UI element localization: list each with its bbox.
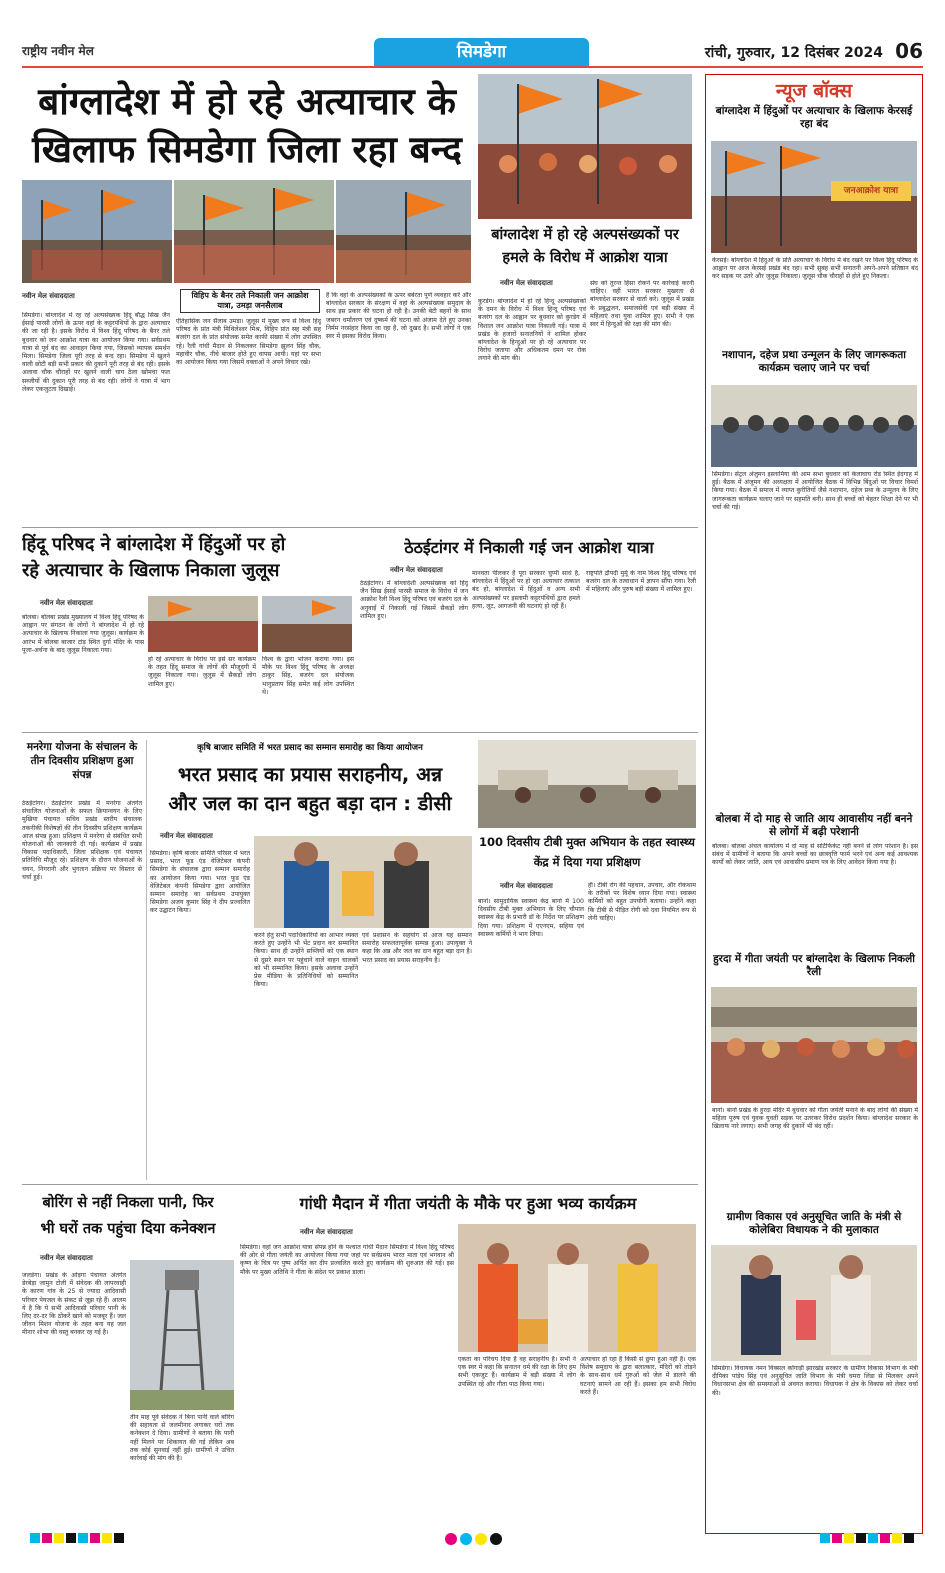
kurdeg-body-col2: संघ को तुरन्त हिंसा रोकने पर कार्रवाई करनी चाहिए। वहीं भारत सरकार मुखरता से बांग्लादेश सरकार से वार्ता करे। जुलूस में प्रखंड के प्रबुद्धजन, समाजसेवी एवं बड़ी संख्या में महिलाएं तथा युवा शामिल हुए। सभी ने एक स्वर में हिन्दुओं की रक्षा की मांग की। bbox=[590, 280, 694, 329]
color-registration-strip-left bbox=[30, 1533, 124, 1543]
tb-photo bbox=[478, 740, 696, 828]
boring-body-col2: तीन माह पूर्व संवेदक ने बिना पानी वाले बोरिंग की सहायता से जलमीनार लगाकर घरों तक कनेक्शन दे दिया। ग्रामीणों ने बताया कि पानी नहीं मिलने पर शिकायत की गई लेकिन अब तक कोई सुनवाई नहीं हुई। ग्रामीणों ने उचित कार्रवाई की मांग की है। bbox=[130, 1414, 234, 1463]
boring-headline-line2: भी घरों तक पहुंचा दिया कनेक्शन bbox=[40, 1221, 216, 1237]
newsbox-item5-headline: ग्रामीण विकास एवं अनुसूचित जाति के मंत्री से कोलेबिरा विधायक ने की मुलाकात bbox=[726, 1211, 902, 1236]
newsbox-item4-photo bbox=[711, 987, 917, 1103]
bolba-headline bbox=[22, 532, 352, 588]
boring-headline-line1: बोरिंग से नहीं निकला पानी, फिर bbox=[42, 1195, 214, 1211]
dc-photo bbox=[254, 836, 472, 928]
kurdeg-photo bbox=[478, 74, 692, 219]
bolba-photo-1 bbox=[148, 596, 258, 652]
dateline: रांची, गुरुवार, 12 दिसंबर 2024 bbox=[704, 45, 883, 61]
manrega-body: ठेठईटांगर। ठेठईटांगर प्रखंड में मनरेगा अंतर्गत संचालित योजनाओं के सफल क्रियान्वयन के लिए मुखिया पंचायत सचिव प्रखंड स्तरीय संचालक तकनीकी विशेषज्ञों की तीन दिवसीय प्रशिक्षण कार्यक्रम आज संपन्न हुआ। प्रशिक्षण में मनरेगा से संबंधित सभी योजनाओं की जानकारी दी गई। कार्यक्रम में प्रखंड विकास पदाधिकारी, जिला प्रशिक्षक एवं पंचायत प्रतिनिधि मौजूद रहे। प्रशिक्षण के दौरान योजनाओं के चयन, निगरानी और भुगतान प्रक्रिया पर विस्तार से चर्चा हुई। bbox=[22, 800, 142, 881]
bolba-body-col1: बोलबा। बोलबा प्रखंड मुख्यालय में विश्व हिंदू परिषद के आह्वान पर संगठन के लोगों ने बांग्लादेश में हो रहे अत्याचार के खिलाफ निकाला गया जुलूस। कार्यक्रम के आरंभ में बोलबा बाजार टांड़ स्थित दुर्गा मंदिर के पास पूजा-अर्चना के बाद जुलूस निकाला गया। bbox=[22, 614, 144, 654]
dc-headline-line1: भरत प्रसाद का प्रयास सराहनीय, अन्न bbox=[177, 763, 443, 786]
news-box bbox=[705, 74, 923, 1534]
main-photo-right bbox=[336, 180, 471, 283]
dc-body-col2: करने हेतु सभी पदाधिकारियों का आभार व्यक्त करते हुए उन्होंने भी भेंट प्रदान कर सम्मानित किया। साथ ही उन्होंने सब्जियों को एक स्थान से दूसरे स्थान पर पहुंचाने वाले वाहन चालकों को भी सम्मानित किया। इसके अलावा उन्होंने प्रेस मीडिया के प्रतिनिधियों को सम्मानित किया। bbox=[254, 932, 358, 989]
newsbox-item2-headline: नशापान, दहेज प्रथा उन्मूलन के लिए जागरूकता कार्यक्रम चलाए जाने पर चर्चा bbox=[722, 349, 906, 374]
newsbox-item5-body: सिमडेगा। विधायक नमन विक्सल कोंगाड़ी झारखंड सरकार के ग्रामीण विकास विभाग के मंत्री दीपिका पांडेय सिंह एवं अनुसूचित जाति विभाग के मंत्री चमरा लिंडा से मिलकर अपने विधानसभा क्षेत्र की समस्याओं से अवगत कराया। विधायक ने क्षेत्र के विकास को लेकर चर्चा की। bbox=[712, 1365, 918, 1397]
bolba-headline-line1: हिंदू परिषद ने बांग्लादेश में हिंदुओं पर हो bbox=[22, 534, 286, 555]
gita-photo bbox=[458, 1224, 696, 1352]
gita-body-col3: अत्याचार हो रहा है किसी से छुपा हुआ नहीं है। एक विशेष समुदाय के द्वारा बलात्कार, मंदिरों को तोड़ने के साथ-साथ धर्म गुरुओं को जेल में डालने की घटनाएं सामने आ रही हैं। इसका हम सभी विरोध करते हैं। bbox=[580, 1356, 696, 1396]
kurdeg-byline: नवीन मेल संवाददाता bbox=[500, 279, 553, 287]
newsbox-item2-photo bbox=[711, 385, 917, 467]
main-headline-line2: खिलाफ सिमडेगा जिला रहा बन्द bbox=[32, 128, 462, 171]
boring-body-col1: जलडेगा। प्रखंड के ओड़गा पंचायत अंतर्गत डेरबेड़ा जामुन टोली में संवेदक की लापरवाही के कारण गांव के 25 से ज्यादा आदिवासी परिवार पेयजल के संकट से जूझ रहे हैं। आलम ये है कि ये सभी आदिवासी परिवार पानी के लिए दर-दर कि ठोकरें खाने को मजबूर हैं। जल जीवन मिशन योजना के तहत बना यह जल मीनार शोभा की वस्तु बनकर रह गई है। bbox=[22, 1272, 126, 1337]
tb-byline: नवीन मेल संवाददाता bbox=[500, 882, 553, 890]
page-number: 06 bbox=[895, 39, 923, 63]
main-photo-caption: विहिप के बैनर तले निकाली जन आक्रोश यात्रा, उमड़ा जनसैलाब bbox=[180, 289, 320, 313]
main-body-col2: ऐतिहासिक जन सैलाब उमड़ा। जुलूस में मुख्य रूप से विश्व हिंदू परिषद के प्रांत मंत्री मिथिलेश्वर मिश्र, विहिप प्रांत सह मंत्री सह बजरंग दल के प्रांत संयोजक समेत काफी संख्या में लोग उपस्थित रहे। रैली गांधी मैदान से निकलकर सिमडेगा झूलन सिंह चौक, महावीर चौक, नीचे बाजार होते हुए वापस आयी। यहां पर सभा का आयोजन किया गया जिसमें वक्ताओं ने अपने विचार रखे। bbox=[176, 318, 321, 367]
newsbox-item2-body: सिमडेगा। सेंट्रल अंजुमन इस्लामिया की आम सभा बुधवार को केलाघाघ रोड स्थित ईदगाह में हुई। बैठक में अंजुमन की अध्यक्षता में आयोजित बैठक में विभिन्न बिंदुओं पर विचार विमर्श किया गया। बैठक में समाज में व्याप्त कुरीतियों जैसे नशापान, दहेज प्रथा के उन्मूलन के लिए जागरूकता कार्यक्रम चलाए जाने पर सहमति बनी। साथ ही बच्चों को बेहतर शिक्षा देने पर भी चर्चा की गई। bbox=[712, 471, 918, 511]
newsbox-item1-body: केरसई। बांग्लादेश में हिंदुओं के प्रति अत्याचार के विरोध में बंद रखने पर विश्व हिंदू परिषद के आह्वान पर आज केरसई प्रखंड बंद रहा। सभी सुबह सभी सनातनी अपने-अपने प्रतिष्ठान बंद कर सड़क पर उतरे और जुलूस निकाला। जुलूस चौक चौराहों से होते हुए निकला। bbox=[712, 257, 918, 281]
gita-byline: नवीन मेल संवाददाता bbox=[300, 1228, 353, 1236]
main-photo-left bbox=[22, 180, 172, 283]
color-registration-dots bbox=[445, 1533, 502, 1545]
dc-kicker: कृषि बाजार समिति में भरत प्रसाद का सम्मान समारोह का किया आयोजन bbox=[197, 743, 423, 753]
dc-headline bbox=[150, 760, 470, 824]
dc-body-col3: एवं प्रशासन के सहयोग से आज यह सम्मान समारोह सफलतापूर्वक सम्पन्न हुआ। उपायुक्त ने कहा कि अन्न और जल का दान बहुत बड़ा दान है। भरत प्रसाद का प्रयास सराहनीय है। bbox=[362, 932, 472, 964]
news-box-title: न्यूज बॉक्स bbox=[775, 80, 853, 102]
divider bbox=[22, 1184, 698, 1185]
color-registration-strip-right bbox=[820, 1533, 914, 1543]
newsbox-item3-body: बोलबा। बोलबा अंचल कार्यालय में दो माह से सर्टिफिकेट नहीं बनने से लोग परेशान हैं। इस संबंध में ग्रामीणों ने बताया कि अपने बच्चों का छात्रवृत्ति फार्म भरने एवं अन्य कई आवश्यक कार्यों को लेकर जाति, आय एवं आवासीय प्रमाण पत्र के लिए आवेदन किया गया है। bbox=[712, 843, 918, 867]
gita-headline: गांधी मैदान में गीता जयंती के मौके पर हुआ भव्य कार्यक्रम bbox=[299, 1194, 637, 1213]
bolba-body-col3: विश्व के द्वारा भोजन कराया गया। इस मौके पर विश्व हिंदू परिषद के अध्यक्ष ठाकुर सिंह, बजरंग दल संयोजक भानुप्रताप सिंह समेत कई लोग उपस्थित थे। bbox=[262, 656, 354, 696]
bolba-headline-line2: रहे अत्याचार के खिलाफ निकाला जुलूस bbox=[22, 560, 280, 581]
newsbox-item1-photo bbox=[711, 141, 917, 253]
gita-body-col1: सिमडेगा। वहां जन आक्रोश यात्रा संपन्न होने के पश्चात गांधी मैदान सिमडेगा में विश्व हिंदू परिषद की ओर से गीता जयंती का आयोजन किया गया जहां पर सर्वप्रथम भारत माता एवं भगवान श्री कृष्ण के चित्र पर पुष्प अर्पित कर दीप प्रज्वलित करते हुए कार्यक्रम की शुरुआत की गई। इस मौके पर मुख्य अतिथि ने गीता के संदेश पर प्रकाश डाला। bbox=[240, 1244, 454, 1276]
newsbox-item4-body: बानो। बानो प्रखंड के हुरदा मंदिर में बुधवार को गीता जयंती मनाने के बाद लोगों की संख्या में महिला पुरुष एवं युवक युवती सड़क पर उतरकर विरोध प्रदर्शन किया। बांग्लादेश सरकार के खिलाफ नारे लगाए। सभी जगह की दुकानें भी बंद रहीं। bbox=[712, 1107, 918, 1131]
dc-byline: नवीन मेल संवाददाता bbox=[160, 832, 213, 840]
bolba-body-col2: हो रहे अत्याचार के विरोध पर इसे सर कार्यक्रम के तहत हिंदू समाज के लोगों की मौजूदगी में जुलूस निकाला गया। जुलूस में सैकड़ों लोग शामिल हुए। bbox=[148, 656, 256, 688]
thethaitangar-headline: ठेठईटांगर में निकाली गई जन आक्रोश यात्रा bbox=[404, 538, 654, 557]
main-headline-line1: बांग्लादेश में हो रहे अत्याचार के bbox=[38, 80, 456, 123]
boring-photo bbox=[130, 1260, 234, 1410]
kurdeg-headline: बांग्लादेश में हो रहे अल्पसंख्यकों पर हमले के विरोध में आक्रोश यात्रा bbox=[491, 227, 679, 266]
bolba-photo-2 bbox=[262, 596, 352, 652]
thethaitangar-byline: नवीन मेल संवाददाता bbox=[390, 566, 443, 574]
boring-headline bbox=[22, 1190, 234, 1246]
masthead bbox=[22, 38, 923, 68]
main-byline: नवीन मेल संवाददाता bbox=[22, 292, 75, 300]
tb-body-col1: बानो। सामुदायिक स्वास्थ्य केंद्र बानो में 100 दिवसीय टीबी मुक्त अभियान के लिए चौपाल स्वास्थ्य केंद्र के प्रभारी डॉ के निर्देश पर प्रशिक्षण दिया गया। प्रशिक्षण में एएनएम, सहिया एवं स्वास्थ्य कर्मियों ने भाग लिया। bbox=[478, 898, 584, 938]
main-photo-center bbox=[174, 180, 334, 283]
main-headline bbox=[22, 78, 472, 178]
newsbox-item4-headline: हुरदा में गीता जयंती पर बांग्लादेश के खिलाफ निकली रैली bbox=[713, 953, 915, 978]
newsbox-item5-photo bbox=[711, 1245, 917, 1361]
gita-body-col2: एकता का परिचय दिया है वह सराहनीय है। सभी ने एक स्वर में कहा कि सनातन धर्म की रक्षा के लिए हम सभी एकजुट हैं। कार्यक्रम में बड़ी संख्या में लोग उपस्थित रहे और गीता पाठ किया गया। bbox=[458, 1356, 576, 1388]
newsbox-item1-banner-text: जनआक्रोश यात्रा bbox=[843, 186, 899, 196]
thethaitangar-body-col2: मानवता पीलकर है पूरा सरकार चुप्पी साधे है, बांग्लादेश में हिंदुओं पर हो रहा अत्याचार तत्काल बंद हो, बांग्लादेश में हिंदुओं व अन्य सभी अल्पसंख्यकों पर इस्लामी कट्टरपंथियों द्वारा हमले हत्या, लूट, आगजनी की घटनाएं हो रही हैं। bbox=[472, 570, 580, 610]
divider bbox=[22, 732, 698, 733]
section-tab: सिमडेगा bbox=[374, 38, 589, 66]
main-body-col3: हैं कि वहां के अल्पसंख्यकों के ऊपर बर्बरता पूर्ण व्यवहार करें और बांग्लादेश सरकार के संरक्षण में वहां के अल्पसंख्यक समुदाय के साथ इस प्रकार की घटना हो रही है। उनकी बेटी बहनों के साथ जबरन धर्मांतरण एवं दुष्कर्म की घटना को अंजाम देते हुए उनका निर्मम नरसंहार किया जा रहा है, जो दुखद है। सभी लोगों ने एक स्वर में इसका विरोध किया। bbox=[326, 292, 471, 341]
tb-body-col2: ही। टीबी रोग की पहचान, उपचार, और रोकथाम के तरीकों पर विशेष ध्यान दिया गया। स्वास्थ्य कर्मियों को बहुत उपयोगी बताया। उन्होंने कहा कि टीबी से पीड़ित रोगी को दवा नियमित रूप से लेनी चाहिए। bbox=[588, 882, 696, 922]
dc-body-col1: सिमडेगा। कृषि बाजार समिति परिसर में भरत प्रसाद, भरत फूड एंड वेजिटेबल कंपनी सिमडेगा के संचालक द्वारा सम्मान समारोह का आयोजन किया गया। भरत फूड एंड वेजिटेबल कंपनी सिमडेगा द्वारा आयोजित सम्मान समारोह का सर्वप्रथम उपायुक्त सिमडेगा अजय कुमार सिंह ने दीप प्रज्वलित कर उद्घाटन किया। bbox=[150, 850, 250, 915]
manrega-headline: मनरेगा योजना के संचालन के तीन दिवसीय प्रशिक्षण हुआ संपन्न bbox=[26, 741, 138, 781]
thethaitangar-body-col3: राष्ट्रपति द्रौपदी मुर्मू के नाम विश्व हिंदू परिषद एवं बजरंग दल के तत्वाधान में ज्ञापन सौंपा गया। रैली में महिलाएं और पुरुष बड़ी संख्या में शामिल हुए। bbox=[586, 570, 696, 594]
tb-headline: 100 दिवसीय टीबी मुक्त अभियान के तहत स्वास्थ्य केंद्र में दिया गया प्रशिक्षण bbox=[479, 835, 695, 869]
kurdeg-body-col1: कुरडेग। बांग्लादेश में हो रहे हिन्दू अल्पसंख्यकों के दमन के विरोध में विश्व हिन्दू परिषद एवं बजरंग दल के आह्वान पर बुधवार को कुरडेग में विशाल जन आक्रोश यात्रा निकाली गई। यात्रा में प्रखंड के हजारों सनातनियों ने शामिल होकर बांग्लादेश के हिन्दुओं पर हो रहे अत्याचार पर विरोध जताया और अधिकतम दमन पर रोक लगाने की मांग की। bbox=[478, 298, 586, 363]
thethaitangar-body-col1: ठेठईटांगर। में बांग्लादेशी अल्पसंख्यक को हिंदू जैन सिख ईसाई पारसी समाज के विरोध में जन आक्रोश रैली विश्व हिंदू परिषद एवं बजरंग दल के अनुवाई में निकाली गई जिसमें सैकड़ों लोग शामिल हुए। bbox=[360, 580, 468, 620]
boring-byline: नवीन मेल संवाददाता bbox=[40, 1254, 93, 1262]
paper-name: राष्ट्रीय नवीन मेल bbox=[22, 44, 94, 58]
dc-headline-line2: और जल का दान बहुत बड़ा दान : डीसी bbox=[168, 792, 452, 815]
newsbox-item1-headline: बांग्लादेश में हिंदुओं पर अत्याचार के खिलाफ केरसई रहा बंद bbox=[715, 105, 913, 130]
divider bbox=[22, 527, 698, 528]
bolba-byline: नवीन मेल संवाददाता bbox=[40, 599, 93, 607]
divider bbox=[146, 740, 147, 1180]
main-body-col1: सिमडेगा। बांग्लादेश में रह रहे अल्पसंख्यक हिंदू बौद्ध सिख जैन ईसाई पारसी लोगों के ऊपर वहां के कट्टरपंथियों के द्वारा अत्याचार की जा रही है। इसके विरोध में विश्व हिंदू परिषद के बैनर तले बुधवार को जन आक्रोश यात्रा का आयोजन किया गया। सर्वप्रथम यात्रा से पूर्व बंद का आवाहन किया गया, जिसको व्यापक समर्थन मिला। सिमडेगा जिला पूरी तरह से बन्द रहा। सिमडेगा में खुलने वाली छोटी बड़ी सभी प्रकार की दुकानें पूरी तरह से बंद रही। इसके अलावा चौक चौराहों पर खुलने वाली चाय ठेला खोमचा फल सब्जीयों की दुकान पूरी तरह से बंद रही। लोगों ने यात्रा में भाग लेकर एकजुटता दिखाई। bbox=[22, 312, 170, 393]
newsbox-item3-headline: बोलबा में दो माह से जाति आय आवासीय नहीं बनने से लोगों में बढ़ी परेशानी bbox=[715, 813, 913, 838]
